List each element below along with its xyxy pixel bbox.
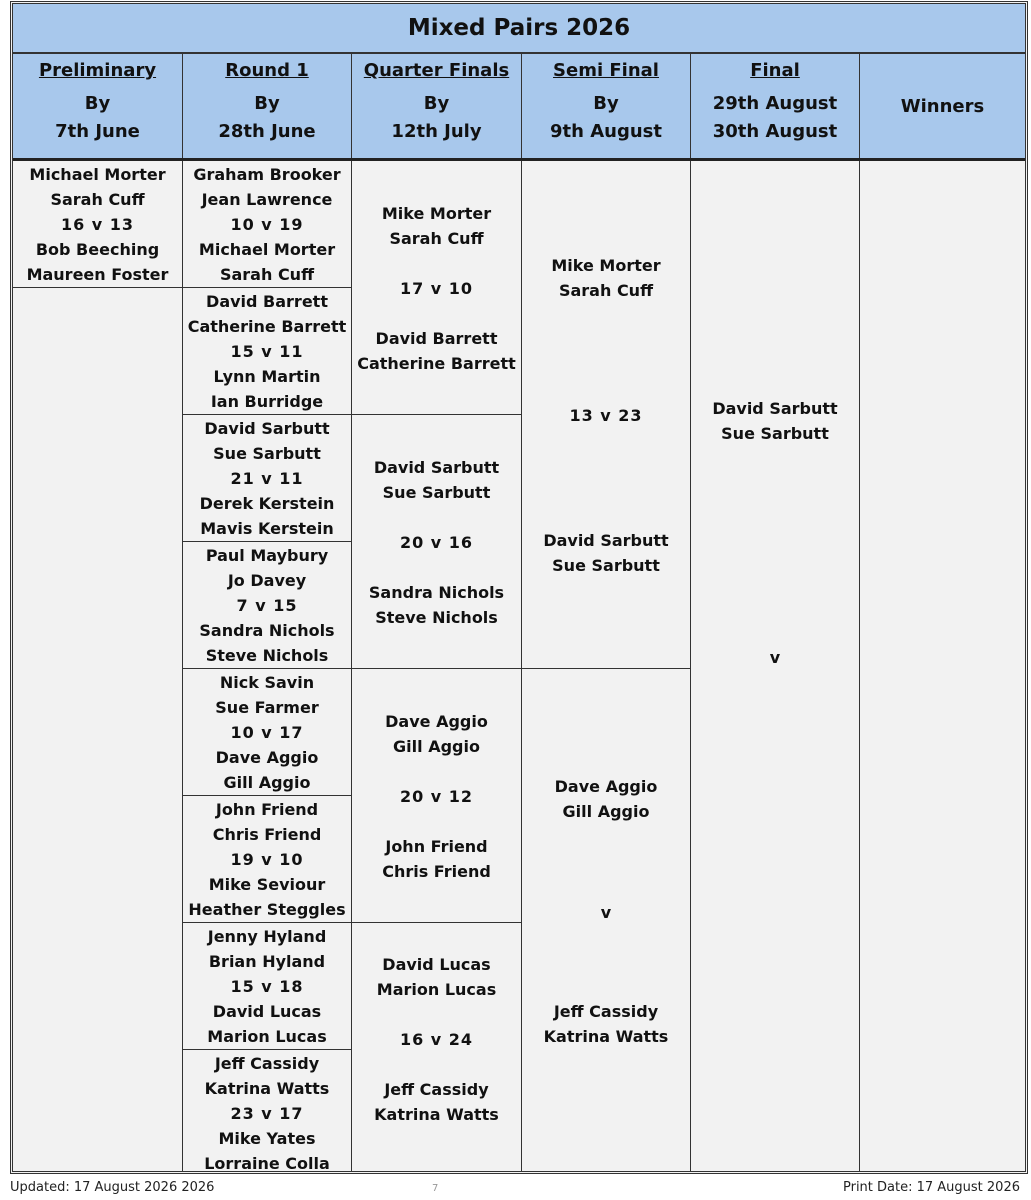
match-score: 23 v 17 [230,1104,304,1123]
header-preliminary [13,54,183,158]
page-number: 7 [432,1183,439,1194]
team-b-player-1: David Barrett [375,329,498,348]
team-a-player-2: Sue Farmer [215,698,319,717]
quarter-match-4 [352,923,521,1177]
team-b-player-1: Mike Yates [218,1129,316,1148]
team-b-player-2: Steve Nichols [205,646,329,665]
column-winners [860,161,1025,1171]
team-b-player-1: David Lucas [212,1002,322,1021]
team-a-player-1: Paul Maybury [205,546,329,565]
team-a-player-2: Gill Aggio [393,737,480,756]
match-score: 20 v 12 [399,787,474,806]
team-a-player-1: David Sarbutt [373,458,500,477]
match-score: 21 v 11 [230,469,304,488]
team-a-player-2: Sarah Cuff [558,281,654,300]
column-final [691,161,860,1171]
header-preliminary-name: Preliminary [38,60,157,81]
match-score: 15 v 18 [230,977,304,996]
team-b-player-1: Mike Seviour [208,875,326,894]
header-semi-name: Semi Final [553,60,659,81]
team-b-player-1: Sandra Nichols [368,583,505,602]
team-a-player-1: Michael Morter [29,165,166,184]
header-semi-date: 9th August [550,121,662,142]
team-a-player-2: Marion Lucas [376,980,497,999]
header-final [691,54,860,158]
round1-match-1 [183,161,351,288]
match-score: 19 v 10 [230,850,304,869]
team-a-player-2: Gill Aggio [562,802,650,821]
match-score: 17 v 10 [399,279,474,298]
team-a-player-2: Sue Sarbutt [382,483,491,502]
team-a-player-2: Sarah Cuff [389,229,484,248]
team-b-player-2: Katrina Watts [543,1027,669,1046]
column-preliminary [13,161,183,1171]
team-a-player-2: Jean Lawrence [201,190,333,209]
team-b-player-1: Derek Kerstein [199,494,335,513]
round1-match-2 [183,288,351,415]
team-a-player-1: David Lucas [382,955,491,974]
print-date: Print Date: 17 August 2026 [842,1180,1020,1195]
header-round1-name: Round 1 [225,60,309,81]
team-b-player-1: Michael Morter [198,240,336,259]
team-b-player-2: Steve Nichols [375,608,498,627]
quarter-match-3 [352,669,521,923]
header-preliminary-by: By [84,93,111,114]
header-quarter-name: Quarter Finals [363,60,510,81]
match-score: 13 v 23 [569,406,643,425]
team-b-player-2: Marion Lucas [207,1027,327,1046]
team-b-player-2: Heather Steggles [188,900,346,919]
team-a-player-2: Sue Sarbutt [721,424,829,443]
match-score: 10 v 19 [230,215,304,234]
column-quarter [352,161,522,1171]
team-b-player-1: David Sarbutt [543,531,669,550]
team-b-player-2: Maureen Foster [26,265,169,284]
team-a-player-1: David Sarbutt [712,399,838,418]
team-b-player-1: Lynn Martin [213,367,321,386]
team-b-player-1: Bob Beeching [35,240,160,259]
header-round1-date: 28th June [218,121,316,142]
header-quarter-date: 12th July [391,121,482,142]
match-score: 15 v 11 [230,342,304,361]
header-round1-by: By [254,93,280,114]
match-score: 16 v 24 [399,1030,474,1049]
team-b-player-2: Chris Friend [382,862,491,881]
team-b-player-2: Sarah Cuff [219,265,315,284]
final-match [691,161,859,1177]
header-final-date1: 29th August [712,93,838,114]
team-b-player-1: Jeff Cassidy [384,1080,489,1099]
team-b-player-2: Catherine Barrett [357,354,516,373]
team-a-player-1: Mike Morter [381,204,492,223]
match-score: 16 v 13 [60,215,135,234]
team-a-player-2: Sue Sarbutt [213,444,321,463]
match-score: 7 v 15 [236,596,298,615]
team-a-player-1: Mike Morter [551,256,661,275]
header-final-date2: 30th August [712,121,838,142]
header-winners [860,54,1025,158]
team-b-player-2: Lorraine Colla [204,1154,330,1173]
bracket-body [13,161,1025,1171]
preliminary-match-1 [13,161,182,288]
header-semi-by: By [593,93,619,114]
team-b-player-2: Mavis Kerstein [200,519,334,538]
quarter-match-1 [352,161,521,415]
header-preliminary-date: 7th June [55,121,140,142]
column-semi [522,161,691,1171]
round1-match-3 [183,415,351,542]
round1-match-8 [183,1050,351,1177]
team-a-player-1: Nick Savin [219,673,315,692]
header-winners-name: Winners [900,95,985,117]
team-b-player-1: Jeff Cassidy [553,1002,659,1021]
team-b-player-1: John Friend [385,837,488,856]
team-a-player-2: Katrina Watts [204,1079,330,1098]
match-versus: v [769,648,781,667]
team-b-player-2: Ian Burridge [210,392,324,411]
team-b-player-2: Gill Aggio [223,773,311,792]
round1-match-7 [183,923,351,1050]
team-b-player-1: Sandra Nichols [199,621,335,640]
header-round1 [183,54,352,158]
round1-match-6 [183,796,351,923]
team-a-player-2: Catherine Barrett [187,317,347,336]
team-a-player-1: Dave Aggio [554,777,658,796]
round1-match-4 [183,542,351,669]
team-a-player-2: Sarah Cuff [50,190,145,209]
team-a-player-1: John Friend [215,800,319,819]
team-a-player-1: David Sarbutt [204,419,330,438]
match-score: 20 v 16 [399,533,474,552]
header-quarter-by: By [423,93,450,114]
header-row [13,54,1025,161]
team-a-player-1: Jeff Cassidy [214,1054,320,1073]
updated-date: Updated: 17 August 2026 2026 [10,1180,215,1195]
team-a-player-2: Brian Hyland [208,952,326,971]
team-a-player-2: Chris Friend [212,825,322,844]
header-quarter [352,54,522,158]
team-a-player-2: Jo Davey [227,571,307,590]
team-a-player-1: Graham Brooker [193,165,341,184]
team-a-player-1: Jenny Hyland [207,927,327,946]
column-round1 [183,161,352,1171]
bracket-table [10,1,1028,1174]
semi-match-1 [522,161,690,669]
team-b-player-2: Katrina Watts [374,1105,499,1124]
match-versus: v [600,903,612,922]
match-score: 10 v 17 [230,723,304,742]
team-b-player-1: Dave Aggio [215,748,319,767]
page-title: Mixed Pairs 2026 [13,4,1025,54]
header-semi [522,54,691,158]
round1-match-5 [183,669,351,796]
team-a-player-1: David Barrett [206,292,328,311]
team-b-player-2: Sue Sarbutt [552,556,660,575]
quarter-match-2 [352,415,521,669]
team-a-player-1: Dave Aggio [385,712,488,731]
semi-match-2 [522,669,690,1177]
header-final-name: Final [750,60,800,81]
